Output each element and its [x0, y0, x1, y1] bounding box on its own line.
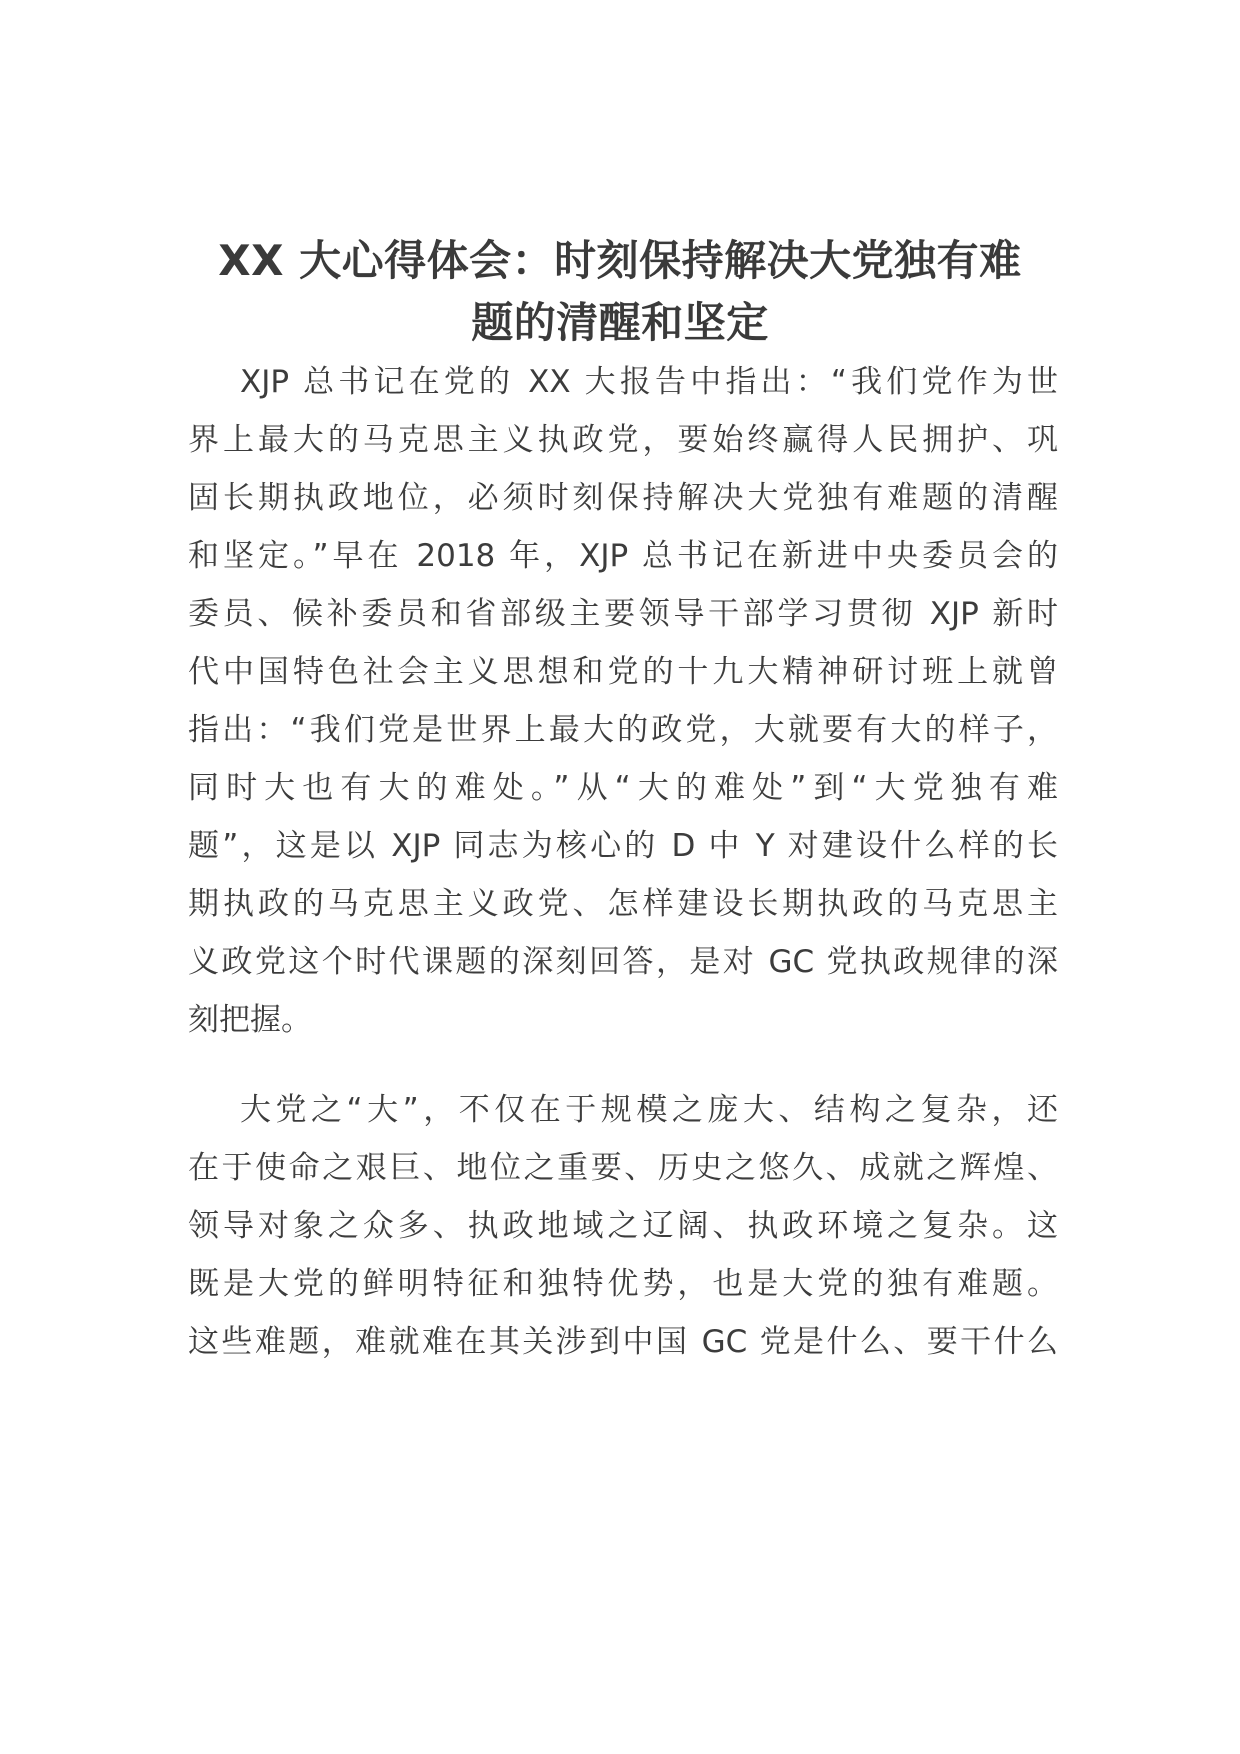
paragraph-2-line: 领导对象之众多、执政地域之辽阔、执政环境之复杂。这	[188, 1208, 1058, 1244]
paragraph-2-line: 这些难题，难就难在其关涉到中国 GC 党是什么、要干什么	[188, 1324, 1058, 1360]
paragraph-1-line: 固长期执政地位，必须时刻保持解决大党独有难题的清醒	[188, 480, 1058, 516]
paragraph-1-line: 界上最大的马克思主义执政党，要始终赢得人民拥护、巩	[188, 422, 1058, 458]
paragraph-1-line: 题”，这是以 XJP 同志为核心的 D 中 Y 对建设什么样的长	[188, 828, 1058, 864]
paragraph-1-line: 代中国特色社会主义思想和党的十九大精神研讨班上就曾	[188, 654, 1058, 690]
paragraph-1-line: 和坚定。”早在 2018 年，XJP 总书记在新进中央委员会的	[188, 538, 1058, 574]
paragraph-2-line: 既是大党的鲜明特征和独特优势，也是大党的独有难题。	[188, 1266, 1058, 1302]
paragraph-1-line: XJP 总书记在党的 XX 大报告中指出：“我们党作为世	[240, 364, 1058, 400]
document-title	[170, 230, 1070, 354]
title-line-2: 题的清醒和坚定	[471, 298, 769, 347]
paragraph-1-line: 委员、候补委员和省部级主要领导干部学习贯彻 XJP 新时	[188, 596, 1058, 632]
title-line-1: XX 大心得体会：时刻保持解决大党独有难	[218, 236, 1022, 285]
paragraph-1-line: 义政党这个时代课题的深刻回答，是对 GC 党执政规律的深	[188, 944, 1058, 980]
paragraph-1-line: 指出：“我们党是世界上最大的政党，大就要有大的样子，	[188, 712, 1058, 748]
paragraph-1-line: 期执政的马克思主义政党、怎样建设长期执政的马克思主	[188, 886, 1058, 922]
paragraph-2-line: 大党之“大”，不仅在于规模之庞大、结构之复杂，还	[240, 1092, 1058, 1128]
paragraph-1-line: 同时大也有大的难处。”从“大的难处”到“大党独有难	[188, 770, 1058, 806]
paragraph-1-line: 刻把握。	[188, 1002, 312, 1038]
paragraph-2-line: 在于使命之艰巨、地位之重要、历史之悠久、成就之辉煌、	[188, 1150, 1058, 1186]
